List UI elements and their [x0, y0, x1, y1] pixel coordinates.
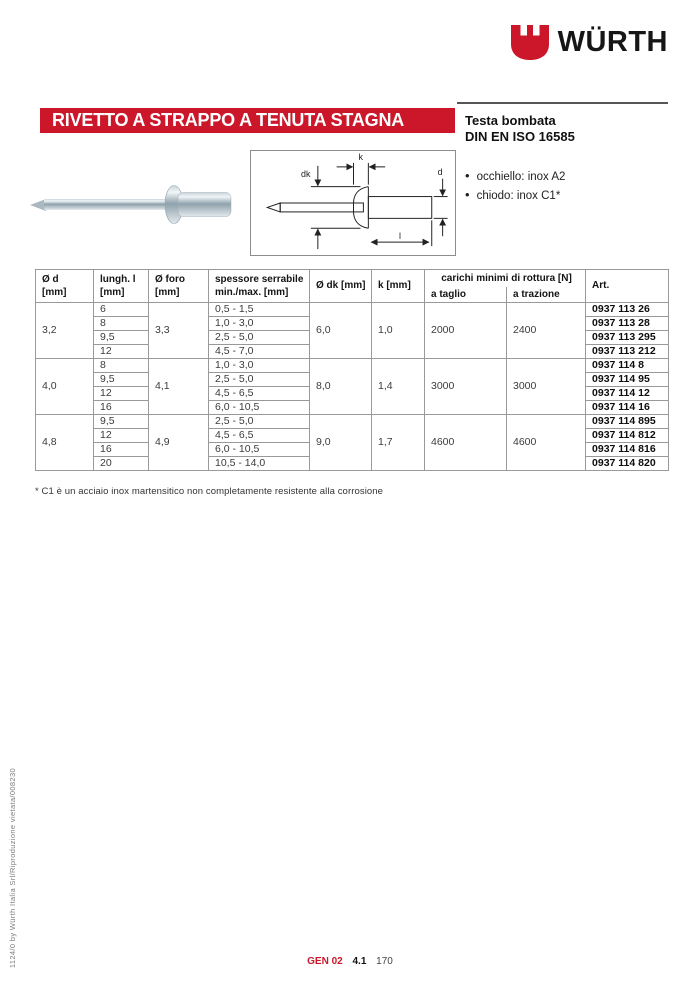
header-line: Ø d [42, 273, 59, 285]
cell-length: 12 [94, 428, 149, 442]
cell-grip: 4,5 - 6,5 [209, 428, 310, 442]
spec-table-header [36, 270, 669, 303]
bullet-text-eyelet: occhiello: inox A2 [476, 170, 566, 183]
cell-art-number: 0937 114 8 [586, 358, 669, 372]
header-line: min./max. [mm] [215, 286, 289, 298]
cell-length: 9,5 [94, 330, 149, 344]
dim-label-dk: dk [301, 168, 311, 179]
header-line: spessore serrabile [215, 273, 304, 285]
cell-shear-load: 3000 [425, 358, 507, 414]
cell-diameter: 3,2 [36, 302, 94, 358]
spec-table [35, 269, 669, 471]
subtitle-head-type: Testa bombata [465, 113, 556, 128]
rivet-photo [22, 158, 237, 258]
cell-shear-load: 4600 [425, 414, 507, 470]
cell-art-number: 0937 114 12 [586, 386, 669, 400]
rivet-photo-image [22, 158, 237, 253]
cell-dk: 6,0 [310, 302, 372, 358]
cell-art-number: 0937 114 812 [586, 428, 669, 442]
cell-art-number: 0937 114 95 [586, 372, 669, 386]
technical-drawing-image [251, 151, 455, 255]
cell-tensile-load: 3000 [507, 358, 586, 414]
cell-hole: 3,3 [149, 302, 209, 358]
table-row [36, 414, 669, 428]
col-header-dk: Ø dk [mm] [310, 270, 372, 303]
cell-dk: 9,0 [310, 414, 372, 470]
header-line: [mm] [100, 286, 125, 298]
col-header-shear: a taglio [425, 287, 507, 303]
cell-grip: 0,5 - 1,5 [209, 302, 310, 316]
cell-k: 1,0 [372, 302, 425, 358]
subtitle-standard: DIN EN ISO 16585 [465, 128, 575, 144]
cell-length: 12 [94, 386, 149, 400]
footer-chapter: 4.1 [352, 956, 367, 967]
cell-length: 20 [94, 456, 149, 470]
dim-label-l: l [399, 231, 402, 242]
header-line: Ø foro [155, 273, 185, 285]
cell-length: 16 [94, 400, 149, 414]
cell-grip: 1,0 - 3,0 [209, 358, 310, 372]
bullet-icon: • [465, 186, 470, 202]
cell-length: 9,5 [94, 372, 149, 386]
cell-art-number: 0937 113 295 [586, 330, 669, 344]
material-bullets [465, 167, 685, 205]
table-row [36, 302, 669, 316]
cell-art-number: 0937 113 26 [586, 302, 669, 316]
bullet-text-nail: chiodo: inox C1* [476, 189, 561, 202]
cell-art-number: 0937 114 816 [586, 442, 669, 456]
cell-grip: 1,0 - 3,0 [209, 316, 310, 330]
cell-grip: 6,0 - 10,5 [209, 400, 310, 414]
header-line: lungh. l [100, 273, 136, 285]
cell-art-number: 0937 114 16 [586, 400, 669, 414]
cell-length: 8 [94, 358, 149, 372]
cell-grip: 2,5 - 5,0 [209, 372, 310, 386]
cell-grip: 6,0 - 10,5 [209, 442, 310, 456]
page-title: RIVETTO A STRAPPO A TENUTA STAGNA [52, 110, 405, 130]
header-line: [mm] [42, 286, 67, 298]
cell-grip: 2,5 - 5,0 [209, 330, 310, 344]
col-header-breaking-loads: carichi minimi di rottura [N] [425, 270, 586, 287]
technical-drawing [250, 150, 456, 256]
cell-grip: 4,5 - 7,0 [209, 344, 310, 358]
side-imprint: 1124/0 by Würth Italia Srl/Riproduzione vietata/008230 [8, 767, 17, 968]
cell-length: 8 [94, 316, 149, 330]
cell-grip: 10,5 - 14,0 [209, 456, 310, 470]
cell-length: 6 [94, 302, 149, 316]
bullet-icon: • [465, 167, 470, 183]
cell-hole: 4,1 [149, 358, 209, 414]
product-info [465, 113, 685, 205]
cell-length: 16 [94, 442, 149, 456]
col-header-length [94, 270, 149, 303]
header-line: [mm] [155, 286, 180, 298]
cell-length: 12 [94, 344, 149, 358]
page-footer [0, 956, 700, 967]
dim-label-k: k [358, 151, 363, 162]
col-header-diameter [36, 270, 94, 303]
col-header-tensile: a trazione [507, 287, 586, 303]
cell-k: 1,4 [372, 358, 425, 414]
cell-art-number: 0937 113 212 [586, 344, 669, 358]
wurth-logo [510, 24, 668, 61]
page-title-banner [40, 108, 455, 133]
cell-art-number: 0937 113 28 [586, 316, 669, 330]
header-rule [457, 102, 668, 104]
cell-tensile-load: 2400 [507, 302, 586, 358]
col-header-k: k [mm] [372, 270, 425, 303]
footer-section: GEN 02 [307, 956, 343, 967]
table-row [36, 358, 669, 372]
footer-page-number: 170 [376, 956, 393, 967]
col-header-grip [209, 270, 310, 303]
cell-diameter: 4,0 [36, 358, 94, 414]
cell-tensile-load: 4600 [507, 414, 586, 470]
bullet-item [465, 167, 685, 186]
col-header-hole [149, 270, 209, 303]
cell-grip: 4,5 - 6,5 [209, 386, 310, 400]
wurth-shield-icon [510, 24, 550, 61]
cell-hole: 4,9 [149, 414, 209, 470]
cell-k: 1,7 [372, 414, 425, 470]
col-header-art: Art. [586, 270, 669, 303]
rivet-table-body [36, 302, 669, 470]
cell-art-number: 0937 114 895 [586, 414, 669, 428]
dim-label-d: d [437, 166, 443, 177]
cell-shear-load: 2000 [425, 302, 507, 358]
wurth-logo-text: WÜRTH [557, 26, 668, 58]
cell-dk: 8,0 [310, 358, 372, 414]
cell-length: 9,5 [94, 414, 149, 428]
cell-diameter: 4,8 [36, 414, 94, 470]
cell-grip: 2,5 - 5,0 [209, 414, 310, 428]
bullet-item [465, 186, 685, 205]
footnote: * C1 è un acciaio inox martensitico non completamente resistente alla corrosione [35, 486, 384, 497]
cell-art-number: 0937 114 820 [586, 456, 669, 470]
